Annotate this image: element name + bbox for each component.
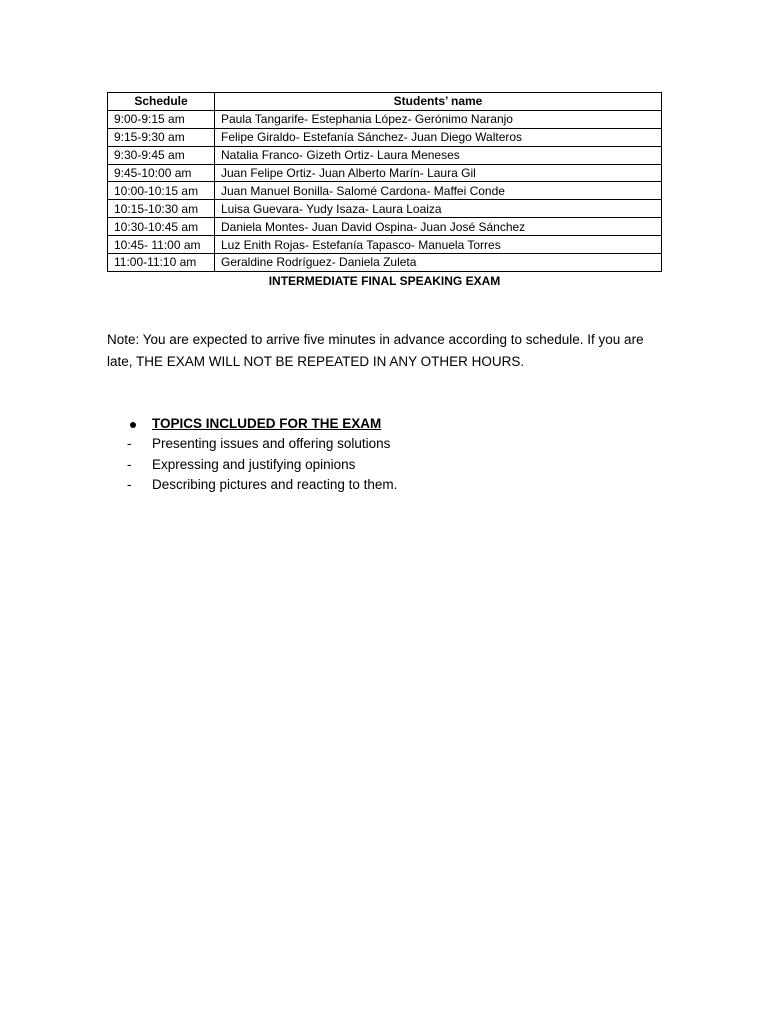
list-item — [107, 434, 667, 455]
table-caption: INTERMEDIATE FINAL SPEAKING EXAM — [268, 274, 501, 288]
table-row — [108, 218, 662, 236]
table-row — [108, 236, 662, 254]
topic-item: Presenting issues and offering solutions — [152, 436, 391, 452]
time-cell: 10:15-10:30 am — [108, 200, 215, 218]
schedule-table — [107, 92, 662, 272]
names-cell: Luisa Guevara- Yudy Isaza- Laura Loaiza — [215, 200, 662, 218]
topic-item: Expressing and justifying opinions — [152, 456, 356, 472]
time-cell: 10:30-10:45 am — [108, 218, 215, 236]
table-row — [108, 182, 662, 200]
table-row — [108, 254, 662, 272]
table-row — [108, 164, 662, 182]
bullet-icon — [107, 416, 152, 431]
table-row — [108, 128, 662, 146]
students-column-header: Students’ name — [215, 93, 662, 111]
time-cell: 11:00-11:10 am — [108, 254, 215, 272]
table-row — [108, 110, 662, 128]
names-cell: Daniela Montes- Juan David Ospina- Juan José Sánchez — [215, 218, 662, 236]
dash-marker: - — [127, 477, 132, 493]
table-row — [108, 146, 662, 164]
names-cell: Juan Manuel Bonilla- Salomé Cardona- Maffei Conde — [215, 182, 662, 200]
topics-list — [107, 413, 667, 495]
names-cell: Natalia Franco- Gizeth Ortiz- Laura Meneses — [215, 146, 662, 164]
list-item — [107, 475, 667, 496]
names-cell: Geraldine Rodríguez- Daniela Zuleta — [215, 254, 662, 272]
time-cell: 9:45-10:00 am — [108, 164, 215, 182]
time-cell: 10:45- 11:00 am — [108, 236, 215, 254]
dash-marker: - — [127, 436, 132, 452]
table-header-row — [108, 93, 662, 111]
time-cell: 9:00-9:15 am — [108, 110, 215, 128]
names-cell: Luz Enith Rojas- Estefanía Tapasco- Manuela Torres — [215, 236, 662, 254]
names-cell: Juan Felipe Ortiz- Juan Alberto Marín- Laura Gil — [215, 164, 662, 182]
time-cell: 10:00-10:15 am — [108, 182, 215, 200]
table-row — [108, 200, 662, 218]
topics-heading: TOPICS INCLUDED FOR THE EXAM — [152, 415, 382, 431]
schedule-column-header: Schedule — [108, 93, 215, 111]
dash-marker: - — [127, 456, 132, 472]
topics-heading-row — [107, 413, 667, 434]
time-cell: 9:15-9:30 am — [108, 128, 215, 146]
time-cell: 9:30-9:45 am — [108, 146, 215, 164]
names-cell: Paula Tangarife- Estephania López- Gerónimo Naranjo — [215, 110, 662, 128]
topic-item: Describing pictures and reacting to them. — [152, 477, 398, 493]
note-paragraph: Note: You are expected to arrive five minutes in advance according to schedule. If you are late, THE EXAM WILL NOT BE REPEATED IN ANY OTHER HOURS. — [107, 332, 644, 369]
list-item — [107, 454, 667, 475]
names-cell: Felipe Giraldo- Estefanía Sánchez- Juan Diego Walteros — [215, 128, 662, 146]
